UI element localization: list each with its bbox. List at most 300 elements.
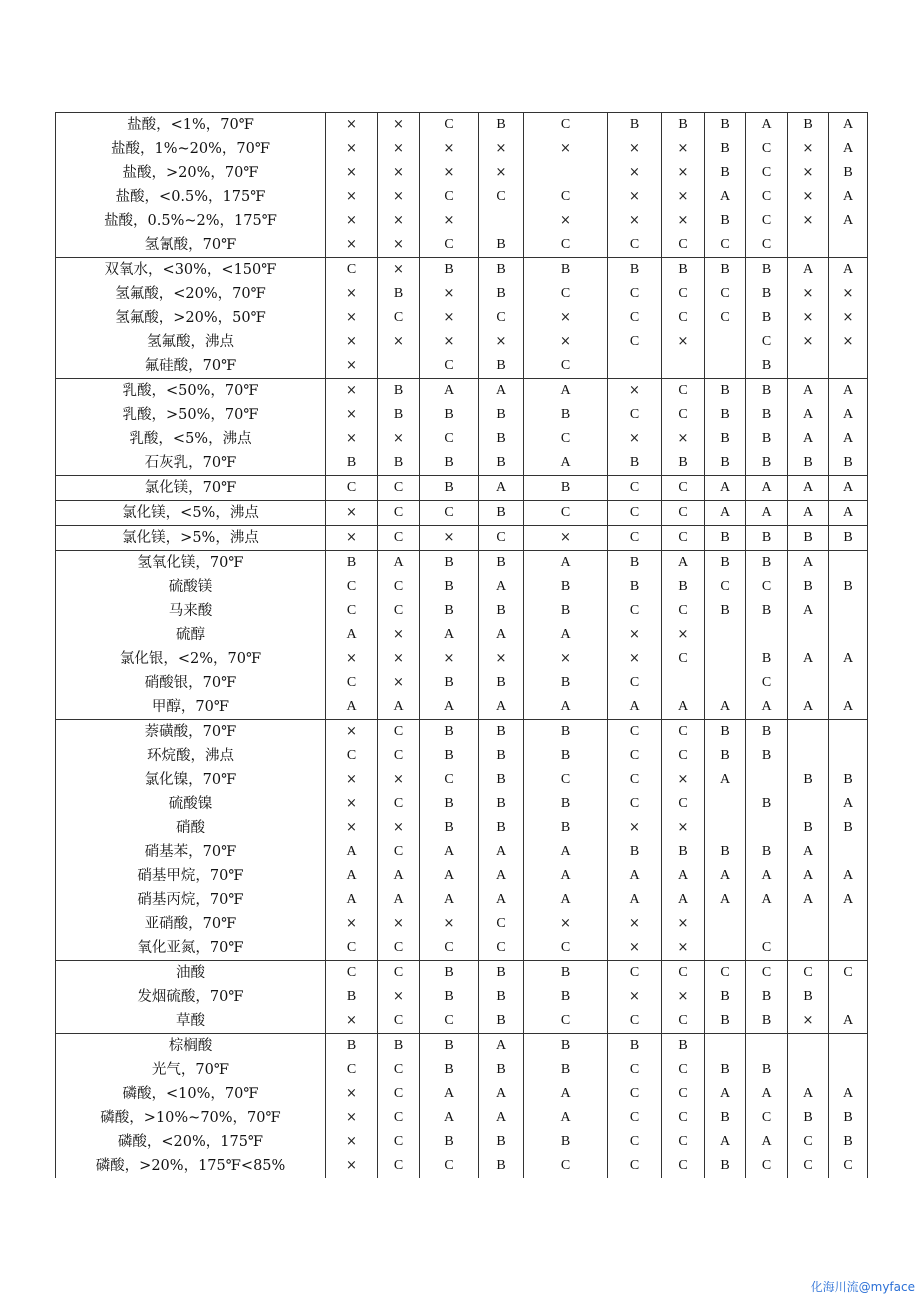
rating-cell: A — [479, 1034, 524, 1059]
rating-cell — [705, 647, 746, 671]
rating-cell: B — [524, 403, 608, 427]
rating-cell: A — [788, 840, 829, 864]
table-row — [56, 792, 868, 816]
rating-cell: A — [524, 888, 608, 912]
table-row — [56, 671, 868, 695]
rating-cell: C — [608, 768, 662, 792]
rating-cell: × — [420, 330, 479, 354]
rating-cell — [829, 233, 868, 258]
rating-cell: B — [479, 113, 524, 138]
rating-cell: A — [479, 575, 524, 599]
table-body — [56, 113, 868, 1179]
rating-cell: B — [746, 306, 788, 330]
rating-cell: C — [662, 526, 705, 551]
rating-cell: B — [705, 985, 746, 1009]
rating-cell: C — [829, 1154, 868, 1178]
rating-cell: B — [705, 720, 746, 745]
rating-cell: × — [420, 306, 479, 330]
rating-cell: B — [479, 1058, 524, 1082]
medium-name-cell: 氯化镁，<5%，沸点 — [56, 501, 326, 526]
rating-cell: B — [705, 1009, 746, 1034]
table-row — [56, 1082, 868, 1106]
rating-cell: C — [420, 185, 479, 209]
rating-cell: A — [326, 695, 378, 720]
rating-cell: × — [378, 647, 420, 671]
medium-name-cell: 发烟硫酸，70℉ — [56, 985, 326, 1009]
rating-cell: C — [662, 476, 705, 501]
rating-cell: A — [788, 403, 829, 427]
rating-cell: B — [608, 840, 662, 864]
medium-name-cell: 氢氰酸，70℉ — [56, 233, 326, 258]
table-row — [56, 501, 868, 526]
rating-cell: A — [829, 864, 868, 888]
rating-cell: × — [326, 185, 378, 209]
rating-cell — [524, 161, 608, 185]
rating-cell: C — [662, 379, 705, 404]
rating-cell: B — [479, 282, 524, 306]
table-row — [56, 623, 868, 647]
table-row — [56, 720, 868, 745]
rating-cell: C — [378, 1009, 420, 1034]
rating-cell: B — [420, 403, 479, 427]
rating-cell: C — [746, 961, 788, 986]
table-row — [56, 137, 868, 161]
rating-cell: C — [608, 1130, 662, 1154]
rating-cell: × — [378, 330, 420, 354]
rating-cell: A — [746, 476, 788, 501]
rating-cell: B — [746, 427, 788, 451]
rating-cell: B — [524, 575, 608, 599]
rating-cell: B — [420, 599, 479, 623]
rating-cell: A — [829, 476, 868, 501]
rating-cell: × — [326, 816, 378, 840]
rating-cell: C — [378, 840, 420, 864]
rating-cell: A — [829, 185, 868, 209]
rating-cell: × — [326, 330, 378, 354]
table-row — [56, 768, 868, 792]
rating-cell: C — [326, 599, 378, 623]
rating-cell: C — [788, 1154, 829, 1178]
rating-cell: B — [608, 575, 662, 599]
rating-cell: × — [326, 282, 378, 306]
rating-cell: C — [662, 1009, 705, 1034]
rating-cell: A — [524, 551, 608, 576]
rating-cell: A — [378, 551, 420, 576]
rating-cell: C — [746, 161, 788, 185]
rating-cell: A — [479, 476, 524, 501]
rating-cell: B — [420, 1130, 479, 1154]
rating-cell: × — [662, 185, 705, 209]
rating-cell: × — [608, 912, 662, 936]
rating-cell: A — [662, 864, 705, 888]
rating-cell: B — [420, 720, 479, 745]
medium-name-cell: 硝基丙烷，70℉ — [56, 888, 326, 912]
rating-cell: C — [524, 282, 608, 306]
rating-cell: B — [479, 961, 524, 986]
rating-cell: A — [788, 888, 829, 912]
rating-cell: × — [326, 379, 378, 404]
rating-cell: B — [829, 1106, 868, 1130]
medium-name-cell: 甲醇，70℉ — [56, 695, 326, 720]
rating-cell: C — [662, 792, 705, 816]
rating-cell: A — [608, 695, 662, 720]
rating-cell: × — [326, 137, 378, 161]
rating-cell: C — [420, 233, 479, 258]
rating-cell: B — [524, 258, 608, 283]
table-row — [56, 185, 868, 209]
rating-cell — [378, 354, 420, 379]
rating-cell: C — [829, 961, 868, 986]
rating-cell: C — [662, 599, 705, 623]
medium-name-cell: 硝基苯，70℉ — [56, 840, 326, 864]
rating-cell: A — [788, 1082, 829, 1106]
rating-cell: A — [326, 864, 378, 888]
rating-cell: B — [420, 816, 479, 840]
rating-cell: × — [524, 647, 608, 671]
table-row — [56, 864, 868, 888]
rating-cell: C — [479, 912, 524, 936]
rating-cell: A — [479, 864, 524, 888]
table-row — [56, 1154, 868, 1178]
rating-cell: B — [829, 161, 868, 185]
rating-cell: B — [662, 1034, 705, 1059]
rating-cell: A — [829, 888, 868, 912]
rating-cell: C — [662, 1058, 705, 1082]
medium-name-cell: 氯化镁，70℉ — [56, 476, 326, 501]
rating-cell: × — [378, 816, 420, 840]
rating-cell: B — [420, 671, 479, 695]
table-row — [56, 282, 868, 306]
rating-cell — [829, 551, 868, 576]
rating-cell — [829, 623, 868, 647]
rating-cell — [788, 623, 829, 647]
rating-cell: B — [420, 961, 479, 986]
rating-cell: A — [788, 551, 829, 576]
rating-cell: × — [608, 623, 662, 647]
rating-cell — [705, 330, 746, 354]
rating-cell — [479, 209, 524, 233]
rating-cell: B — [829, 1130, 868, 1154]
rating-cell: × — [662, 427, 705, 451]
rating-cell: B — [746, 744, 788, 768]
rating-cell — [662, 671, 705, 695]
rating-cell — [829, 985, 868, 1009]
rating-cell: B — [746, 526, 788, 551]
rating-cell: A — [479, 623, 524, 647]
rating-cell: A — [788, 599, 829, 623]
rating-cell: B — [829, 526, 868, 551]
rating-cell: B — [746, 840, 788, 864]
rating-cell — [829, 840, 868, 864]
rating-cell: A — [524, 864, 608, 888]
table-row — [56, 1058, 868, 1082]
rating-cell: B — [524, 1058, 608, 1082]
rating-cell — [662, 354, 705, 379]
rating-cell: C — [378, 575, 420, 599]
rating-cell: C — [378, 306, 420, 330]
rating-cell: B — [378, 1034, 420, 1059]
rating-cell: A — [420, 888, 479, 912]
rating-cell: × — [420, 912, 479, 936]
rating-cell: C — [705, 575, 746, 599]
table-row — [56, 1009, 868, 1034]
table-row — [56, 1130, 868, 1154]
rating-cell — [829, 936, 868, 961]
medium-name-cell: 磷酸，<20%，175℉ — [56, 1130, 326, 1154]
table-row — [56, 354, 868, 379]
rating-cell: × — [829, 306, 868, 330]
rating-cell: × — [608, 185, 662, 209]
rating-cell: A — [788, 379, 829, 404]
medium-name-cell: 硝基甲烷，70℉ — [56, 864, 326, 888]
rating-cell: B — [746, 792, 788, 816]
rating-cell: × — [524, 526, 608, 551]
table-row — [56, 647, 868, 671]
medium-name-cell: 盐酸，0.5%~2%，175℉ — [56, 209, 326, 233]
rating-cell: A — [479, 1082, 524, 1106]
rating-cell: A — [420, 1082, 479, 1106]
rating-cell: B — [479, 1154, 524, 1178]
rating-cell: B — [662, 451, 705, 476]
rating-cell: B — [705, 1154, 746, 1178]
rating-cell: B — [479, 1009, 524, 1034]
rating-cell — [788, 233, 829, 258]
table-row — [56, 840, 868, 864]
rating-cell — [788, 354, 829, 379]
rating-cell: × — [378, 209, 420, 233]
rating-cell: C — [608, 403, 662, 427]
table-row — [56, 526, 868, 551]
rating-cell: A — [829, 209, 868, 233]
rating-cell: B — [746, 1058, 788, 1082]
rating-cell: × — [326, 1130, 378, 1154]
rating-cell: A — [420, 1106, 479, 1130]
rating-cell: B — [608, 551, 662, 576]
rating-cell: A — [326, 623, 378, 647]
rating-cell: × — [608, 161, 662, 185]
rating-cell: B — [479, 427, 524, 451]
medium-name-cell: 硫酸镁 — [56, 575, 326, 599]
rating-cell: C — [662, 233, 705, 258]
rating-cell: × — [378, 768, 420, 792]
rating-cell: B — [788, 1106, 829, 1130]
rating-cell: × — [420, 161, 479, 185]
watermark-footer: 化海川流@myface — [810, 1280, 915, 1294]
rating-cell: B — [479, 258, 524, 283]
rating-cell: B — [524, 744, 608, 768]
rating-cell — [746, 623, 788, 647]
rating-cell: C — [608, 792, 662, 816]
rating-cell: C — [662, 961, 705, 986]
rating-cell: B — [746, 379, 788, 404]
rating-cell: B — [746, 258, 788, 283]
rating-cell: × — [420, 137, 479, 161]
rating-cell: B — [705, 1058, 746, 1082]
rating-cell: A — [829, 137, 868, 161]
rating-cell: × — [479, 330, 524, 354]
medium-name-cell: 磷酸，>20%，175℉<85% — [56, 1154, 326, 1178]
rating-cell: A — [420, 623, 479, 647]
rating-cell: × — [326, 209, 378, 233]
rating-cell: × — [326, 403, 378, 427]
table-row — [56, 936, 868, 961]
table-row — [56, 306, 868, 330]
rating-cell: A — [705, 864, 746, 888]
rating-cell: C — [662, 744, 705, 768]
rating-cell: C — [662, 501, 705, 526]
rating-cell: C — [524, 936, 608, 961]
rating-cell: A — [788, 501, 829, 526]
rating-cell: × — [608, 137, 662, 161]
rating-cell: B — [705, 113, 746, 138]
rating-cell: C — [420, 1154, 479, 1178]
rating-cell: × — [479, 161, 524, 185]
rating-cell: × — [788, 137, 829, 161]
rating-cell: C — [746, 209, 788, 233]
rating-cell: C — [662, 1082, 705, 1106]
rating-cell: B — [746, 282, 788, 306]
rating-cell: × — [326, 1106, 378, 1130]
rating-cell: C — [608, 1106, 662, 1130]
rating-cell: A — [829, 403, 868, 427]
rating-cell: × — [662, 330, 705, 354]
rating-cell: × — [378, 912, 420, 936]
rating-cell: × — [326, 768, 378, 792]
rating-cell: B — [378, 282, 420, 306]
rating-cell: C — [662, 1106, 705, 1130]
rating-cell: C — [479, 526, 524, 551]
rating-cell: × — [608, 209, 662, 233]
rating-cell: × — [829, 330, 868, 354]
rating-cell: × — [524, 137, 608, 161]
rating-cell: C — [378, 1106, 420, 1130]
rating-cell: C — [608, 720, 662, 745]
rating-cell — [829, 1034, 868, 1059]
rating-cell: B — [608, 451, 662, 476]
medium-name-cell: 氟硅酸，70℉ — [56, 354, 326, 379]
rating-cell — [829, 599, 868, 623]
table-row — [56, 1106, 868, 1130]
rating-cell: A — [378, 888, 420, 912]
rating-cell: C — [420, 936, 479, 961]
rating-cell: A — [746, 888, 788, 912]
table-row — [56, 888, 868, 912]
rating-cell: B — [705, 840, 746, 864]
rating-cell: A — [378, 695, 420, 720]
rating-cell: C — [420, 427, 479, 451]
rating-cell: × — [788, 282, 829, 306]
medium-name-cell: 棕榈酸 — [56, 1034, 326, 1059]
rating-cell: C — [608, 1154, 662, 1178]
rating-cell — [829, 1058, 868, 1082]
rating-cell: B — [420, 985, 479, 1009]
rating-cell: B — [705, 209, 746, 233]
rating-cell — [705, 816, 746, 840]
rating-cell: C — [378, 720, 420, 745]
rating-cell: B — [479, 792, 524, 816]
medium-name-cell: 氯化镍，70℉ — [56, 768, 326, 792]
rating-cell: A — [705, 1130, 746, 1154]
rating-cell: A — [829, 647, 868, 671]
medium-name-cell: 硫醇 — [56, 623, 326, 647]
rating-cell: B — [746, 720, 788, 745]
rating-cell: B — [746, 647, 788, 671]
rating-cell: B — [662, 113, 705, 138]
rating-cell: B — [479, 403, 524, 427]
rating-cell: B — [746, 599, 788, 623]
rating-cell: C — [524, 1154, 608, 1178]
rating-cell: A — [479, 695, 524, 720]
rating-cell: A — [326, 888, 378, 912]
table-row — [56, 113, 868, 138]
rating-cell: A — [705, 501, 746, 526]
rating-cell: C — [326, 744, 378, 768]
rating-cell: × — [524, 209, 608, 233]
rating-cell: C — [378, 1058, 420, 1082]
rating-cell — [705, 936, 746, 961]
rating-cell: × — [788, 330, 829, 354]
table-row — [56, 961, 868, 986]
rating-cell: C — [326, 575, 378, 599]
rating-cell: A — [608, 888, 662, 912]
rating-cell: B — [788, 816, 829, 840]
rating-cell: A — [829, 379, 868, 404]
rating-cell: × — [326, 427, 378, 451]
rating-cell: C — [705, 306, 746, 330]
rating-cell: A — [829, 1082, 868, 1106]
rating-cell: C — [662, 282, 705, 306]
rating-cell — [746, 912, 788, 936]
rating-cell: B — [705, 451, 746, 476]
medium-name-cell: 马来酸 — [56, 599, 326, 623]
rating-cell: C — [705, 961, 746, 986]
rating-cell: × — [420, 282, 479, 306]
rating-cell: C — [524, 427, 608, 451]
rating-cell: A — [326, 840, 378, 864]
rating-cell: × — [662, 209, 705, 233]
table-row — [56, 403, 868, 427]
rating-cell: A — [479, 379, 524, 404]
rating-cell: × — [326, 501, 378, 526]
rating-cell: B — [479, 551, 524, 576]
rating-cell: B — [788, 526, 829, 551]
rating-cell: C — [326, 476, 378, 501]
rating-cell: C — [746, 233, 788, 258]
rating-cell: C — [524, 354, 608, 379]
rating-cell: B — [705, 526, 746, 551]
rating-cell: A — [524, 1106, 608, 1130]
rating-cell: × — [378, 161, 420, 185]
rating-cell: B — [479, 768, 524, 792]
rating-cell: × — [608, 816, 662, 840]
rating-cell: C — [420, 768, 479, 792]
rating-cell: B — [378, 403, 420, 427]
rating-cell: × — [420, 647, 479, 671]
rating-cell: C — [662, 647, 705, 671]
rating-cell: C — [378, 1082, 420, 1106]
medium-name-cell: 氢氧化镁，70℉ — [56, 551, 326, 576]
medium-name-cell: 乳酸，<50%，70℉ — [56, 379, 326, 404]
rating-cell: × — [524, 912, 608, 936]
rating-cell: × — [479, 647, 524, 671]
rating-cell: C — [608, 282, 662, 306]
rating-cell: × — [788, 209, 829, 233]
table-row — [56, 744, 868, 768]
rating-cell: B — [479, 671, 524, 695]
rating-cell: C — [420, 1009, 479, 1034]
rating-cell: A — [829, 501, 868, 526]
medium-name-cell: 双氧水，<30%，<150℉ — [56, 258, 326, 283]
